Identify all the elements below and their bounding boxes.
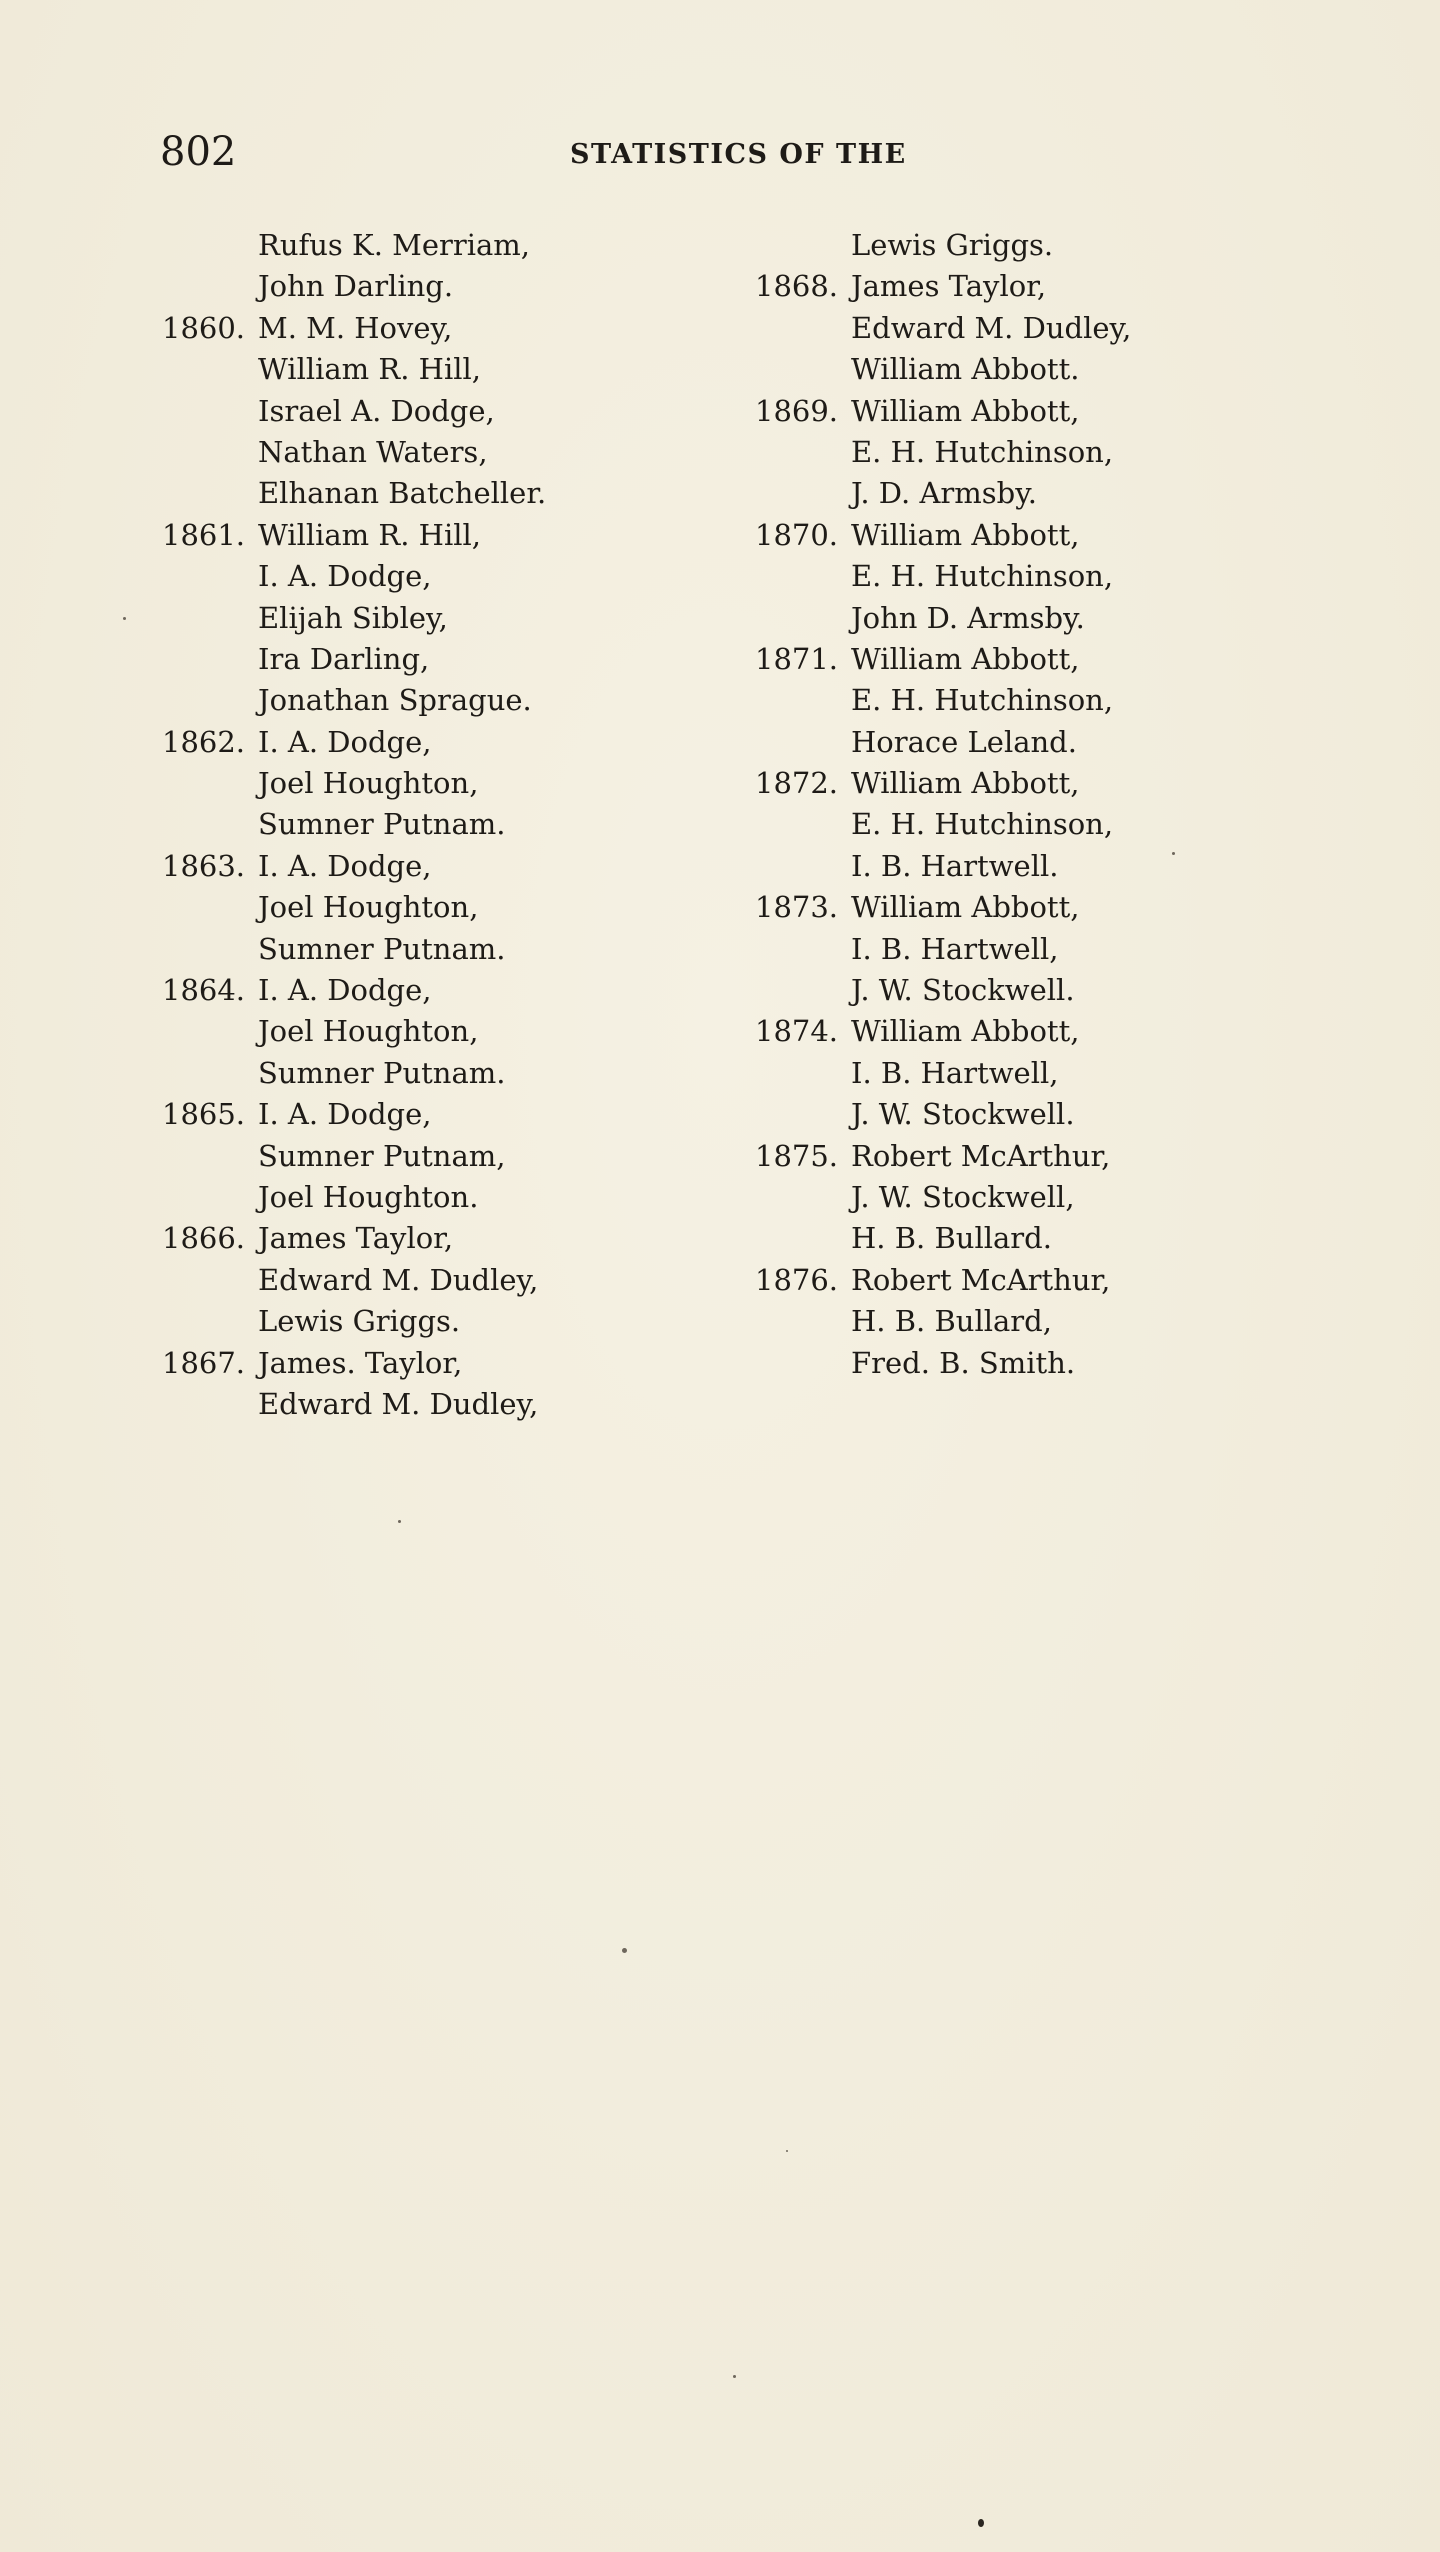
list-item bbox=[162, 722, 722, 763]
list-item bbox=[162, 804, 722, 845]
page-number: 802 bbox=[160, 129, 237, 175]
list-item bbox=[755, 1177, 1315, 1218]
year-label: 1861. bbox=[162, 517, 246, 552]
list-item bbox=[162, 846, 722, 887]
list-item bbox=[162, 391, 722, 432]
list-item bbox=[162, 887, 722, 928]
list-item bbox=[162, 1053, 722, 1094]
member-name: William Abbott. bbox=[851, 352, 1080, 387]
member-name: E. H. Hutchinson, bbox=[851, 807, 1114, 842]
member-name: William R. Hill, bbox=[258, 352, 482, 387]
member-name: Edward M. Dudley, bbox=[258, 1262, 539, 1297]
list-item bbox=[162, 1343, 722, 1384]
year-label: 1862. bbox=[162, 724, 246, 759]
member-name: Robert McArthur, bbox=[851, 1262, 1111, 1297]
year-label: 1868. bbox=[755, 269, 839, 304]
member-name: John D. Armsby. bbox=[851, 600, 1085, 635]
year-label: 1863. bbox=[162, 848, 246, 883]
member-name: Fred. B. Smith. bbox=[851, 1345, 1076, 1380]
member-name: Israel A. Dodge, bbox=[258, 393, 495, 428]
list-item bbox=[755, 1011, 1315, 1052]
member-name: I. B. Hartwell, bbox=[851, 1055, 1059, 1090]
list-item bbox=[162, 1094, 722, 1135]
list-item bbox=[755, 804, 1315, 845]
list-item bbox=[162, 639, 722, 680]
member-name: Joel Houghton, bbox=[258, 766, 479, 801]
member-name: I. A. Dodge, bbox=[258, 724, 432, 759]
list-item bbox=[755, 680, 1315, 721]
member-name: Sumner Putnam. bbox=[258, 1055, 506, 1090]
year-label: 1871. bbox=[755, 641, 839, 676]
member-name: E. H. Hutchinson, bbox=[851, 559, 1114, 594]
member-name: I. A. Dodge, bbox=[258, 559, 432, 594]
list-item bbox=[755, 349, 1315, 390]
member-name: William Abbott, bbox=[851, 517, 1080, 552]
list-item bbox=[162, 556, 722, 597]
left-column-list bbox=[162, 225, 722, 1425]
member-name: I. A. Dodge, bbox=[258, 1097, 432, 1132]
member-name: Edward M. Dudley, bbox=[258, 1386, 539, 1421]
year-label: 1865. bbox=[162, 1097, 246, 1132]
list-item bbox=[162, 1260, 722, 1301]
year-label: 1870. bbox=[755, 517, 839, 552]
member-name: Sumner Putnam. bbox=[258, 807, 506, 842]
list-item bbox=[755, 266, 1315, 307]
list-item bbox=[755, 391, 1315, 432]
year-label: 1864. bbox=[162, 973, 246, 1008]
list-item bbox=[755, 887, 1315, 928]
list-item bbox=[755, 598, 1315, 639]
list-item bbox=[162, 308, 722, 349]
scan-speck bbox=[733, 2375, 736, 2378]
member-name: John Darling. bbox=[258, 269, 454, 304]
member-name: William Abbott, bbox=[851, 890, 1080, 925]
member-name: James Taylor, bbox=[851, 269, 1047, 304]
list-item bbox=[162, 1136, 722, 1177]
year-label: 1876. bbox=[755, 1262, 839, 1297]
member-name: Joel Houghton. bbox=[258, 1179, 479, 1214]
list-item bbox=[162, 970, 722, 1011]
member-name: E. H. Hutchinson, bbox=[851, 683, 1114, 718]
member-name: Edward M. Dudley, bbox=[851, 310, 1132, 345]
member-name: Joel Houghton, bbox=[258, 890, 479, 925]
member-name: Lewis Griggs. bbox=[851, 228, 1054, 262]
list-item bbox=[755, 970, 1315, 1011]
year-label: 1873. bbox=[755, 890, 839, 925]
member-name: J. W. Stockwell. bbox=[851, 973, 1075, 1008]
year-label: 1860. bbox=[162, 310, 246, 345]
list-item bbox=[755, 556, 1315, 597]
year-label: 1872. bbox=[755, 766, 839, 801]
list-item bbox=[755, 308, 1315, 349]
list-item bbox=[162, 1384, 722, 1425]
member-name: William Abbott, bbox=[851, 766, 1080, 801]
list-item bbox=[755, 1218, 1315, 1259]
member-name: I. B. Hartwell, bbox=[851, 931, 1059, 966]
year-label: 1866. bbox=[162, 1221, 246, 1256]
member-name: I. A. Dodge, bbox=[258, 848, 432, 883]
running-head: STATISTICS OF THE bbox=[570, 139, 907, 170]
member-name: Elijah Sibley, bbox=[258, 600, 448, 635]
scan-speck bbox=[978, 2519, 984, 2527]
list-item bbox=[162, 473, 722, 514]
member-name: Ira Darling, bbox=[258, 641, 430, 676]
list-item bbox=[162, 225, 722, 266]
member-name: William Abbott, bbox=[851, 1014, 1080, 1049]
right-column-list bbox=[755, 225, 1315, 1384]
list-item bbox=[755, 225, 1315, 266]
year-label: 1875. bbox=[755, 1138, 839, 1173]
list-item bbox=[162, 1301, 722, 1342]
member-name: Rufus K. Merriam, bbox=[258, 228, 530, 262]
list-item bbox=[755, 1136, 1315, 1177]
member-name: I. A. Dodge, bbox=[258, 973, 432, 1008]
scan-speck bbox=[123, 617, 126, 620]
member-name: Sumner Putnam. bbox=[258, 931, 506, 966]
list-item bbox=[755, 1094, 1315, 1135]
member-name: James. Taylor, bbox=[258, 1345, 463, 1380]
list-item bbox=[755, 1260, 1315, 1301]
scan-speck bbox=[786, 2150, 788, 2152]
member-name: Lewis Griggs. bbox=[258, 1304, 461, 1339]
list-item bbox=[162, 515, 722, 556]
member-name: H. B. Bullard. bbox=[851, 1221, 1052, 1256]
scan-speck bbox=[1172, 852, 1175, 855]
member-name: William R. Hill, bbox=[258, 517, 482, 552]
list-item bbox=[162, 598, 722, 639]
list-item bbox=[162, 680, 722, 721]
scan-speck bbox=[622, 1948, 627, 1953]
member-name: J. D. Armsby. bbox=[851, 476, 1037, 511]
scan-speck bbox=[398, 1520, 401, 1523]
list-item bbox=[755, 515, 1315, 556]
member-name: Joel Houghton, bbox=[258, 1014, 479, 1049]
list-item bbox=[162, 1177, 722, 1218]
member-name: I. B. Hartwell. bbox=[851, 848, 1059, 883]
list-item bbox=[755, 639, 1315, 680]
list-item bbox=[162, 266, 722, 307]
list-item bbox=[162, 349, 722, 390]
list-item bbox=[755, 1343, 1315, 1384]
list-item bbox=[755, 473, 1315, 514]
list-item bbox=[162, 763, 722, 804]
member-name: H. B. Bullard, bbox=[851, 1304, 1052, 1339]
list-item bbox=[162, 1218, 722, 1259]
member-name: Sumner Putnam, bbox=[258, 1138, 506, 1173]
member-name: Horace Leland. bbox=[851, 724, 1077, 759]
member-name: E. H. Hutchinson, bbox=[851, 434, 1114, 469]
member-name: James Taylor, bbox=[258, 1221, 454, 1256]
year-label: 1867. bbox=[162, 1345, 246, 1380]
list-item bbox=[755, 432, 1315, 473]
member-name: Elhanan Batcheller. bbox=[258, 476, 547, 511]
list-item bbox=[162, 929, 722, 970]
list-item bbox=[162, 1011, 722, 1052]
member-name: William Abbott, bbox=[851, 393, 1080, 428]
list-item bbox=[755, 722, 1315, 763]
list-item bbox=[755, 763, 1315, 804]
list-item bbox=[755, 846, 1315, 887]
member-name: J. W. Stockwell. bbox=[851, 1097, 1075, 1132]
year-label: 1869. bbox=[755, 393, 839, 428]
member-name: Nathan Waters, bbox=[258, 434, 488, 469]
list-item bbox=[755, 929, 1315, 970]
list-item bbox=[755, 1301, 1315, 1342]
member-name: Jonathan Sprague. bbox=[258, 683, 532, 718]
list-item bbox=[162, 432, 722, 473]
list-item bbox=[755, 1053, 1315, 1094]
year-label: 1874. bbox=[755, 1014, 839, 1049]
member-name: Robert McArthur, bbox=[851, 1138, 1111, 1173]
member-name: M. M. Hovey, bbox=[258, 310, 453, 345]
member-name: William Abbott, bbox=[851, 641, 1080, 676]
member-name: J. W. Stockwell, bbox=[851, 1179, 1075, 1214]
